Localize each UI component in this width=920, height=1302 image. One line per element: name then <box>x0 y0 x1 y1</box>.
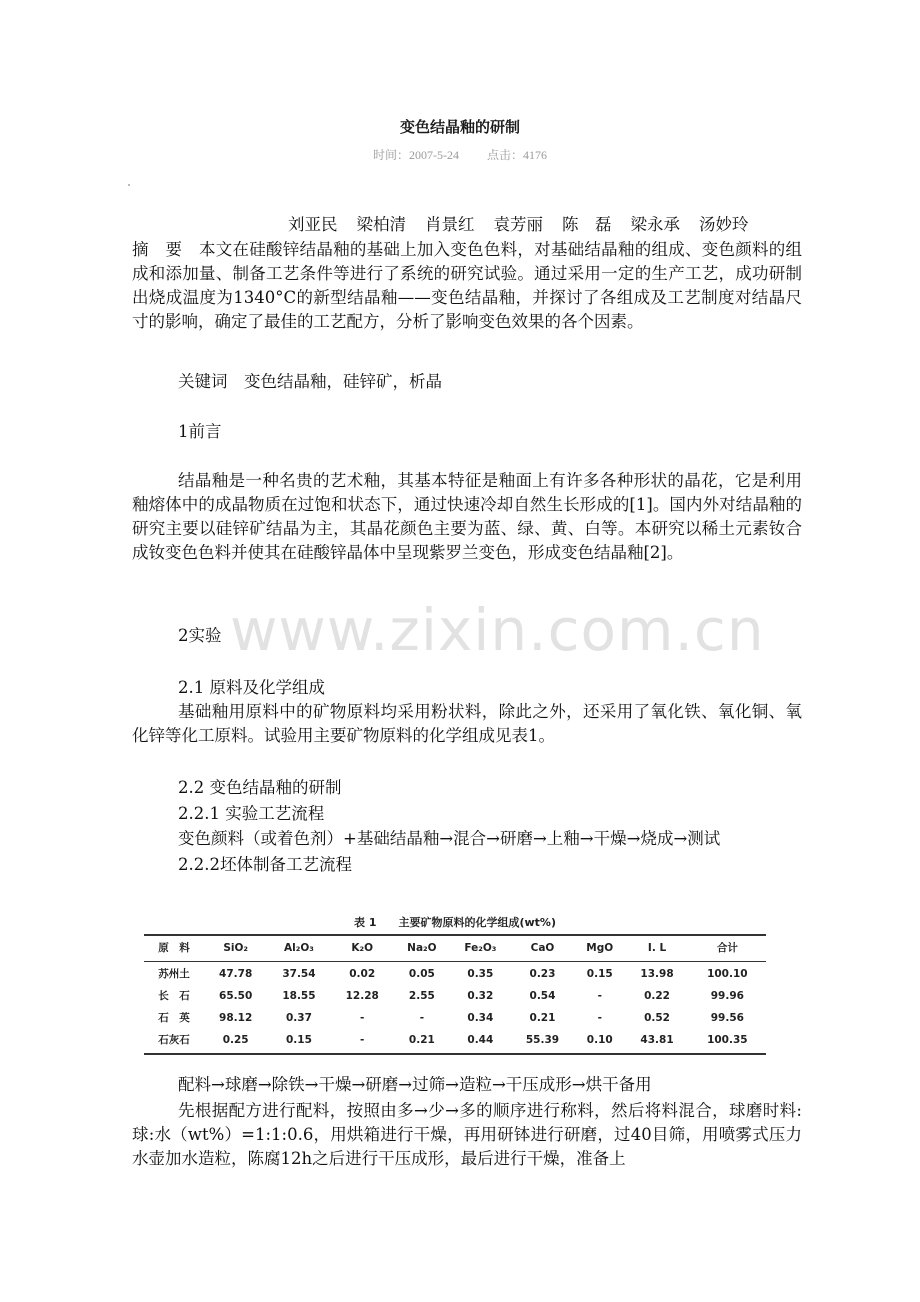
subsection-heading: 2.2 变色结晶釉的研制 <box>178 778 342 797</box>
table-cell: 55.39 <box>511 1028 574 1054</box>
table-cell: 43.81 <box>625 1028 688 1054</box>
table-caption: 表 1 主要矿物原料的化学组成(wt%) <box>354 916 556 929</box>
table-cell: 0.23 <box>529 967 556 980</box>
table-cell: - <box>419 1011 425 1024</box>
abstract: 摘 要 本文在硅酸锌结晶釉的基础上加入变色色料，对基础结晶釉的组成、变色颜料的组成和添加量、制备工艺条件等进行了系统的研究试验。通过采用一定的生产工艺，成功研制出烧成温度为1340°C的新型结晶釉——变色结晶釉，并探讨了各组成及工艺制度对结晶尺寸的影响，确定了最佳的工艺配方，分析了影响变色效果的各个因素。 <box>132 240 802 331</box>
table-cell: - <box>597 1011 602 1024</box>
table-cell: 0.52 <box>644 1011 670 1024</box>
table-header: K₂O <box>331 935 394 962</box>
table-cell: 47.78 <box>219 967 253 980</box>
table-grid <box>144 934 766 1055</box>
table-cell: 石 英 <box>158 1012 190 1024</box>
subsection-heading: 2.2.2坯体制备工艺流程 <box>178 855 352 874</box>
table-cell: 0.15 <box>267 1028 330 1054</box>
publish-time: 时间：2007-5-24 <box>372 148 459 162</box>
table-cell: 65.50 <box>219 989 253 1002</box>
table-cell: 0.44 <box>450 1028 511 1054</box>
table-cell: 99.96 <box>710 989 744 1002</box>
table-cell: 2.55 <box>408 989 435 1002</box>
table-cell: - <box>331 1028 394 1054</box>
table-row <box>144 962 766 985</box>
table-cell: 0.25 <box>204 1028 267 1054</box>
author-list <box>288 213 768 237</box>
section-heading: 1前言 <box>178 422 222 441</box>
composition-table <box>140 912 770 1057</box>
table-header: Al₂O₃ <box>267 935 330 962</box>
table-cell: 0.10 <box>574 1028 625 1054</box>
table-cell: 0.32 <box>467 989 494 1002</box>
subsection-heading: 2.2.1 实验工艺流程 <box>178 804 325 823</box>
process-flow: 变色颜料（或着色剂）+基础结晶釉→混合→研磨→上釉→干燥→烧成→测试 <box>178 829 721 848</box>
table-cell: - <box>360 1011 365 1024</box>
table-header: 合计 <box>689 935 766 962</box>
table-cell: 0.02 <box>349 967 376 980</box>
table-row <box>144 1028 766 1054</box>
author: 袁芳丽 <box>493 215 543 234</box>
table-cell: 0.21 <box>394 1028 450 1054</box>
table-cell: 100.10 <box>707 967 748 980</box>
section-heading: 2实验 <box>178 626 222 645</box>
table-cell: 苏州土 <box>158 968 190 980</box>
article-title: 变色结晶釉的研制 <box>399 118 520 136</box>
table-cell: 37.54 <box>282 967 316 980</box>
paragraph: 先根据配方进行配料，按照由多→少→多的顺序进行称料，然后将料混合，球磨时料:球:水（wt%）=1:1:0.6，用烘箱进行干燥，再用研钵进行研磨，过40目筛，用喷雾式压力水壶加水造粒，陈腐12h之后进行干压成形，最后进行干燥，准备上 <box>132 1101 802 1168</box>
table-row <box>144 984 766 1006</box>
table-header: MgO <box>574 935 625 962</box>
keywords: 关键词 变色结晶釉，硅锌矿，析晶 <box>178 372 442 391</box>
table-cell: 100.35 <box>689 1028 766 1054</box>
author: 梁柏清 <box>356 215 406 234</box>
table-cell: 13.98 <box>640 967 674 980</box>
separator-dot <box>128 184 130 186</box>
table-cell: 0.05 <box>408 967 435 980</box>
author: 梁永承 <box>630 215 680 234</box>
watermark: www.zixin.com.cn <box>230 596 765 664</box>
table-cell: 99.56 <box>710 1011 744 1024</box>
paragraph: 基础釉用原料中的矿物原料均采用粉状料，除此之外，还采用了氧化铁、氧化铜、氧化锌等化工原料。试验用主要矿物原料的化学组成见表1。 <box>132 702 802 745</box>
article-meta <box>0 146 920 163</box>
table-cell: 石灰石 <box>144 1028 204 1054</box>
table-header: CaO <box>511 935 574 962</box>
table-cell: 0.15 <box>586 967 613 980</box>
table-row <box>144 1006 766 1028</box>
table-header: SiO₂ <box>204 935 267 962</box>
table-cell: 0.35 <box>467 967 494 980</box>
table-cell: 0.22 <box>644 989 670 1002</box>
author: 陈 磊 <box>562 215 612 234</box>
author: 汤妙玲 <box>699 215 749 234</box>
table-cell: 0.21 <box>529 1011 556 1024</box>
table-cell: 0.37 <box>285 1011 312 1024</box>
process-flow: 配料→球磨→除铁→干燥→研磨→过筛→造粒→干压成形→烘干备用 <box>178 1075 652 1094</box>
table-header: Fe₂O₃ <box>450 935 511 962</box>
table-header: I. L <box>625 935 688 962</box>
click-count: 点击：4176 <box>486 148 547 162</box>
table-cell: 长 石 <box>158 990 190 1002</box>
table-cell: 12.28 <box>345 989 379 1002</box>
table-cell: - <box>597 989 602 1002</box>
paragraph: 结晶釉是一种名贵的艺术釉，其基本特征是釉面上有许多各种形状的晶花，它是利用釉熔体中的成晶物质在过饱和状态下，通过快速冷却自然生长形成的[1]。国内外对结晶釉的研究主要以硅锌矿结晶为主，其晶花颜色主要为蓝、绿、黄、白等。本研究以稀土元素钕合成钕变色色料并使其在硅酸锌晶体中呈现紫罗兰变色，形成变色结晶釉[2]。 <box>132 471 802 562</box>
table-cell: 18.55 <box>282 989 316 1002</box>
author: 肖景红 <box>425 215 475 234</box>
table-header: 原 料 <box>144 935 204 962</box>
table-header-row <box>144 935 766 962</box>
table-cell: 98.12 <box>219 1011 253 1024</box>
table-cell: 0.34 <box>467 1011 494 1024</box>
subsection-heading: 2.1 原料及化学组成 <box>178 678 325 697</box>
author: 刘亚民 <box>288 215 338 234</box>
table-cell: 0.54 <box>529 989 556 1002</box>
table-header: Na₂O <box>394 935 450 962</box>
